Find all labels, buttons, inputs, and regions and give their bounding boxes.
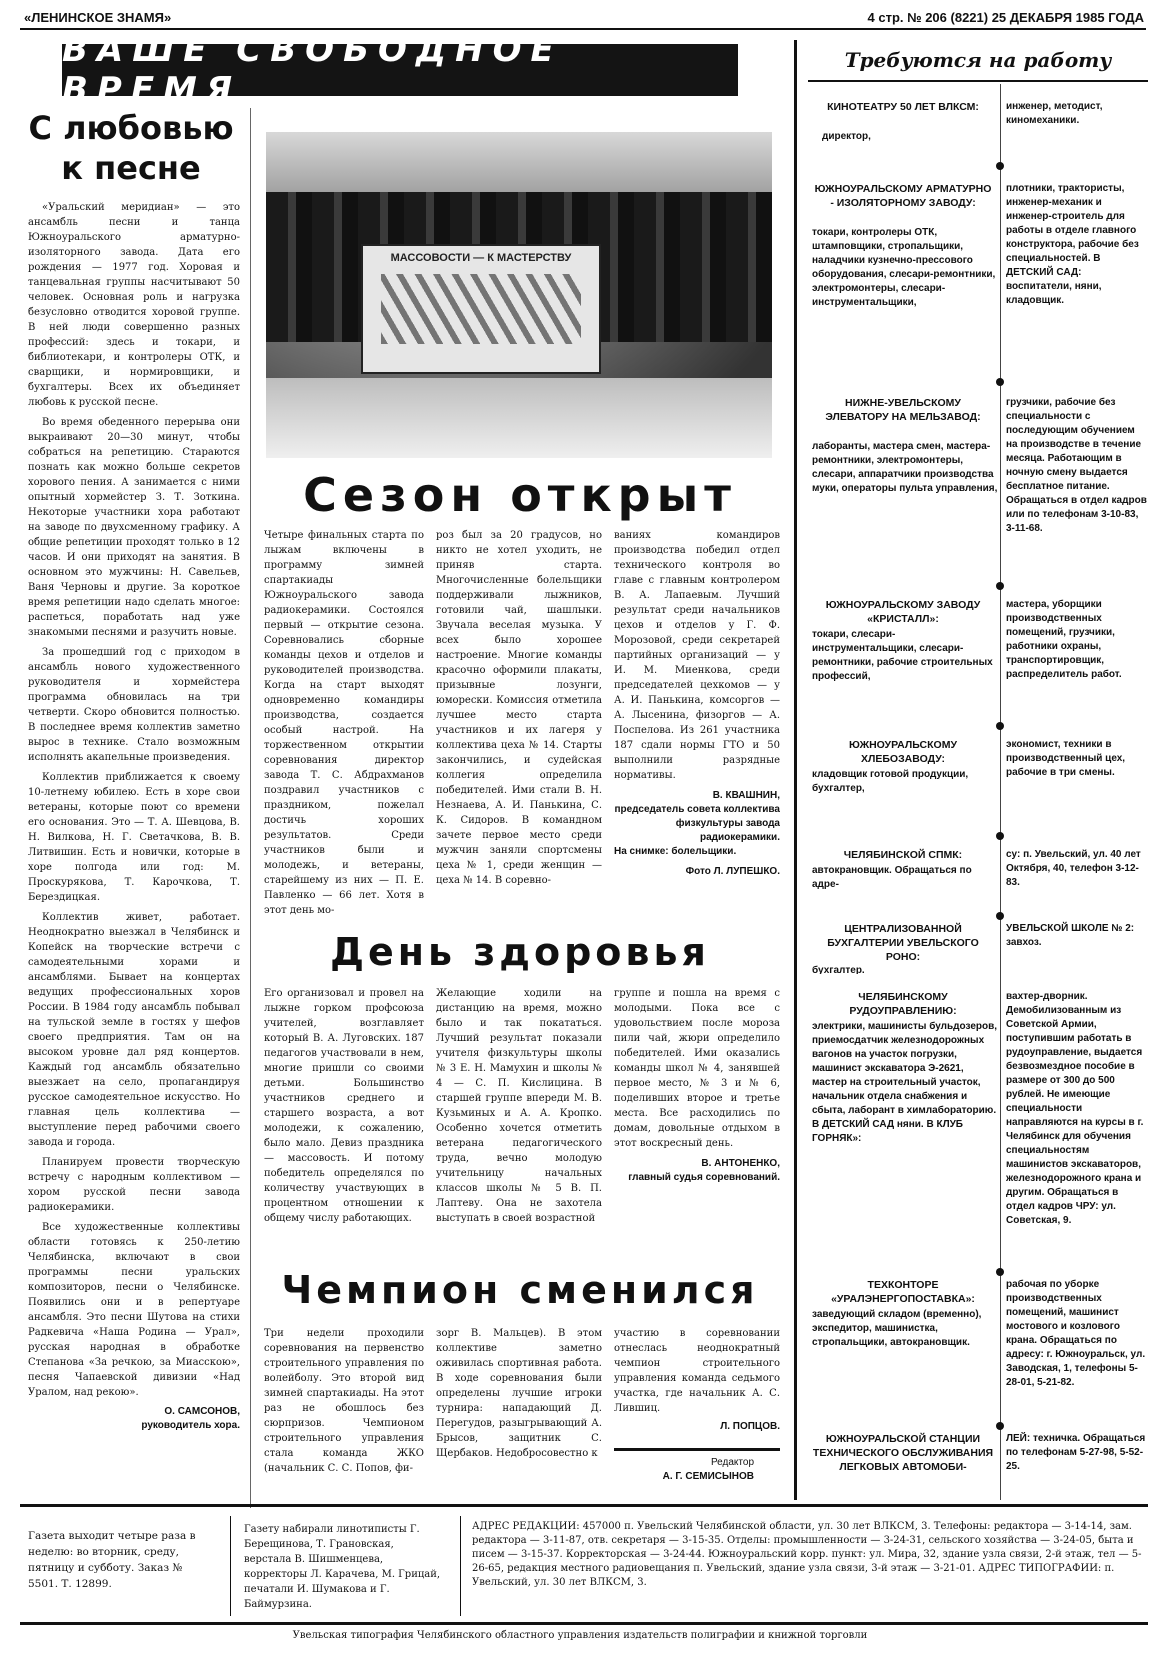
section-banner: ВАШЕ СВОБОДНОЕ ВРЕМЯ	[62, 44, 738, 96]
photo-note: На снимке: болельщики.	[614, 846, 737, 857]
ad-org: КИНОТЕАТРУ 50 ЛЕТ ВЛКСМ:	[827, 101, 979, 113]
ad-right: грузчики, рабочие без специальности с последующим обучением на производстве в течение месяца. Работающим в ночную смену выдается бесплатное питание. Обращаться в отдел кадров или по телефонам 3-10-83, 3-11-68.	[1006, 397, 1147, 534]
footer-typesetters: Газету набирали линотиписты Г. Берещинова, Т. Грановская, верстала В. Шишменцева, корректоры Л. Карачева, М. Грицай, печатали И. Шумакова и Г. Баймурзина.	[244, 1524, 441, 1610]
ads-title: Требуются на работу	[844, 48, 1112, 72]
article2-col3	[614, 528, 780, 923]
photo-banner-text: МАССОВОСТИ — К МАСТЕРСТВУ	[390, 252, 572, 264]
separator-dot	[996, 582, 1004, 590]
ad-left: бухгалтер.	[812, 965, 865, 974]
ad-org: ТЕХКОНТОРЕ «УРАЛЭНЕРГОПОСТАВКА»:	[831, 1279, 975, 1305]
article4-col1: Три недели проходили соревнования на первенство строительного управления по волейболу. Это второй вид зимней спартакиады. На этот раз не обошлось без сюрпризов. Чемпионом строительного управления стала команда ЖКО (начальник С. С. Попов, фи-	[264, 1328, 424, 1474]
ad-left: электрики, машинисты бульдозеров, приемосдатчик железнодорожных вагонов на участок погрузки, машинист экскаватора Э-2621, мастер на строительный участок, начальник отдела снабжения и сбыта, лаборант в химлабораторию. В ДЕТСКИЙ САД няни. В КЛУБ ГОРНЯК»:	[812, 1021, 998, 1144]
ads-list	[808, 92, 1148, 1496]
ad-left: лаборанты, мастера смен, мастера-ремонтники, электромонтеры, слесари, аппаратчики производства муки, операторы пульта управления,	[812, 441, 998, 494]
ad-right: инженер, методист, киномеханики.	[1006, 101, 1103, 126]
ad-right: экономист, техники в производственный цех, рабочие в три смены.	[1006, 739, 1126, 778]
ad-left: заведующий складом (временно), экспедитор, машинистка, стропальщики, автокрановщик.	[812, 1309, 982, 1348]
article2-title: Сезон открыт	[303, 468, 737, 522]
article4-col2: зорг В. Мальцев). В этом коллективе заметно оживилась спортивная работа. В ходе соревнования были определены лучшие игроки турнира: нападающий Д. Перегудов, разыгрывающий А. Брысов, защитник С. Щербаков. Недобросовестно к	[436, 1328, 602, 1459]
article1-paragraph: Коллектив приближается к своему 10-летнему юбилею. Есть в хоре свои ветераны, которые поют со времени его основания. Это — Т. А. Шевцова, В. Н. Вилкова, Н. Г. Светачкова, В. В. Литвишин. Есть и новички, которые в хоре полгода или год: М. Проскурякова, Т. Карочкова, Т. Берездицкая.	[28, 772, 240, 903]
editor-name: А. Г. СЕМИСЫНОВ	[662, 1471, 754, 1482]
editor-rule	[614, 1448, 780, 1451]
ad-block	[808, 1278, 1148, 1418]
article1-signature: О. САМСОНОВ,	[164, 1406, 240, 1417]
article4-col3	[614, 1326, 780, 1436]
footer-top-rule	[20, 1504, 1148, 1507]
ads-title-rule	[808, 80, 1148, 82]
footer-divider	[230, 1516, 231, 1616]
article3-signature: В. АНТОНЕНКО,	[701, 1158, 780, 1169]
article2-signature-role: председатель совета коллектива физкультуры завода радиокерамики.	[614, 804, 780, 843]
article1-body	[28, 200, 240, 1462]
ad-block	[808, 396, 1148, 576]
separator-dot	[996, 162, 1004, 170]
ad-block	[808, 914, 1148, 974]
ad-right: ЛЕЙ: техничка. Обращаться по телефонам 5-27-98, 5-52-25.	[1006, 1433, 1146, 1472]
article1-paragraph: За прошедший год с приходом в ансамбль нового художественного руководителя и хормейстера программа обновилась на три четверти. Скоро обновится полностью. В последнее время коллектив заметно вырос в технике. Стало возможным исполнять акапельные произведения.	[28, 647, 240, 763]
article2-signature: В. КВАШНИН,	[712, 790, 780, 801]
ad-left: директор,	[822, 131, 871, 142]
footer-address: АДРЕС РЕДАКЦИИ: 457000 п. Увельский Челябинской области, ул. 30 лет ВЛКСМ, 3. Телефоны: редактора — 3-14-14, зам. редактора — 3-11-87, отв. секретаря — 3-15-35. Отделы: промышленности — 3-24-31, сельского хозяйства — 3-24-05, быта и писем — 3-15-37. Корректорская — 3-24-44. Южноуральский корр. пункт: ул. Мира, 32, здание узла связи, 2-й этаж, тел — 5-26-65, редакция местного радиовещания п. Увельский, здание узла связи, 3-й этаж — 3-21-01. АДРЕС ТИПОГРАФИИ: п. Увельский, ул. 30 лет ВЛКСМ, 3.	[472, 1521, 1142, 1588]
article2-col2: роз был за 20 градусов, но никто не хотел уходить, не приняв старта. Многочисленные болельщики поддерживали лыжников, готовили чай, шашлыки. Звучала веселая музыка. У всех было хорошее настроение. Многие команды красочно оформили плакаты, призывные лозунги, юморески. Комиссия отметила лучшее место старта участников и их лагеря у коллектива цеха № 14. Старты закончились, и судейская коллегия определила победителей. Ими стали В. Н. Незнаева, А. И. Панькина, С. К. Сидоров. В командном зачете первое место среди мужчин заняли спортсмены цеха № 1, среди женщин — цеха № 14. В соревно-	[436, 530, 602, 886]
article3-title: День здоровья	[330, 930, 710, 974]
ad-block	[808, 990, 1148, 1260]
article3-col2: Желающие ходили на дистанцию на время, можно было и так покататься. Лучший результат показали учителя физкультуры школы № 3 Е. Н. Мамухин и школы № 4 — С. П. Кислицина. В старшей группе впереди М. В. Кузьминых и А. А. Кропко. Особенно хочется отметить ветерана педагогического труда, вечно молодую учительницу начальных классов школы № 5 В. П. Лаптеву. Она не захотела выступать в своей возрастной	[436, 988, 602, 1224]
ad-block	[808, 182, 1148, 372]
article1-paragraph: Планируем провести творческую встречу с народным коллективом — хором русской песни завода радиокерамики.	[28, 1157, 240, 1213]
ad-right: су: п. Увельский, ул. 40 лет Октября, 40, телефон 3-12-83.	[1006, 849, 1141, 888]
ad-right: вахтер-дворник. Демобилизованным из Советской Армии, поступившим работать в рудоуправление, выдается безвозмездное пособие в размере от 300 до 500 рублей. Не имеющие специальности направляются на курсы в г. Челябинск для обучения специальностям машинистов экскаваторов, железнодорожного крана и другим. Обращаться в отдел кадров ЧРУ: ул. Советская, 9.	[1006, 991, 1144, 1226]
separator-dot	[996, 378, 1004, 386]
separator-dot	[996, 1422, 1004, 1430]
article2-col3-text: ваниях командиров производства победил отдел технического контроля во главе с главным контролером В. А. Лапаевым. Лучший результат среди начальников цехов и отделов у Г. Ф. Морозовой, среди секретарей партийных организаций — у И. М. Миенкова, среди председателей цехкомов — у А. И. Панькина, комсоргов — А. Лысенина, физоргов — А. Поспелова. Из 261 участника 187 сдали нормы ГТО и 50 выполнили разрядные нормативы.	[614, 530, 780, 781]
article1-title	[20, 108, 242, 188]
article3-signature-role: главный судья соревнований.	[628, 1172, 780, 1183]
skier-figures-image	[381, 274, 581, 344]
ad-block	[808, 738, 1148, 828]
separator-dot	[996, 832, 1004, 840]
ad-org: ЧЕЛЯБИНСКОМУ РУДОУПРАВЛЕНИЮ:	[849, 991, 957, 1017]
footer-printer: Увельская типография Челябинского областного управления издательств полиграфии и книжной торговли	[292, 1630, 868, 1641]
article3-col3	[614, 986, 780, 1266]
ad-org: ЦЕНТРАЛИЗОВАННОЙ БУХГАЛТЕРИИ УВЕЛЬСКОГО РОНО:	[827, 923, 979, 963]
ad-left: автокрановщик. Обращаться по адре-	[812, 865, 972, 890]
ad-org: НИЖНЕ-УВЕЛЬСКОМУ ЭЛЕВАТОРУ НА МЕЛЬЗАВОД:	[825, 397, 981, 423]
ad-org: ЮЖНОУРАЛЬСКОМУ ХЛЕБОЗАВОДУ:	[849, 739, 957, 765]
article3-col1: Его организовал и провел на лыжне горком профсоюза учителей, возглавляет который В. А. Луговских. 187 педагогов участвовали в нем, многие пришли со своими детьми. Большинство участников среднего и старшего возраста, а вот молодежи, к сожалению, было мало. Девиз праздника — массовость. И потому победитель определялся по количеству участвующих в процентном отношении к общему числу работающих.	[264, 988, 424, 1224]
editor-label: Редактор	[710, 1457, 754, 1468]
article1-paragraph: «Уральский меридиан» — это ансамбль песни и танца Южноуральского арматурно-изоляторного завода. Дата его рождения — 1977 год. Хоровая и танцевальная группы насчитывают 50 человек. Основная роль и нагрузка безусловно отводится хоровой группе. В ней люди совершенно разных профессий: здесь и токари, и библиотекари, и контролеры ОТК, и сварщики, и нормировщики, и бухгалтеры. Всех их объединяет любовь к русской песне.	[28, 202, 240, 408]
photo-banner	[361, 244, 601, 374]
article4-title: Чемпион сменился	[281, 1268, 759, 1312]
photo-snow	[266, 378, 772, 458]
article3-col3-text: группе и пошла на время с молодыми. Пока все с удовольствием после мороза пили чай, жюри определило победителей. Ими оказались команды школ № 4, занявшей первое место, № 3 и № 6, поделивших второе и третье места. Все расходились по домам, довольные отдыхом в этот воскресный день.	[614, 988, 780, 1149]
ad-org: ЮЖНОУРАЛЬСКОМУ АРМАТУРНО - ИЗОЛЯТОРНОМУ ЗАВОДУ:	[814, 183, 992, 209]
newspaper-name: «ЛЕНИНСКОЕ ЗНАМЯ»	[24, 10, 172, 25]
article4-col3-text: участию в соревновании отнеслась неоднократный чемпион строительного управления команда седьмого участка, где начальник А. С. Лившиц.	[614, 1328, 780, 1414]
ad-org: ЮЖНОУРАЛЬСКОМУ ЗАВОДУ «КРИСТАЛЛ»:	[825, 599, 981, 625]
ad-right: УВЕЛЬСКОЙ ШКОЛЕ № 2: завхоз.	[1006, 923, 1135, 948]
article1-paragraph: Во время обеденного перерыва они выкраивают 20—30 минут, чтобы собраться на репетицию. Стараются познать как можно больше секретов хорового пения. А занимается с ними опытный хормейстер З. Т. Зоткина. Некоторые участники хора работают на заводе по двухсменному графику. А общие репетиции проходят только в 12 часов. И они приходят на занятия. В основном это мужчины: Н. Савельев, Ваня Черновы и другие. За короткое время репетиции надо сделать многое: распеться, поработать над уже знакомыми песнями и разучить новые.	[28, 417, 240, 638]
ad-left: токари, контролеры ОТК, штамповщики, стропальщики, наладчики кузнечно-прессового оборудования, слесари-ремонтники, электромонтеры, слесари-инструментальщики,	[812, 227, 996, 308]
ad-org: ЮЖНОУРАЛЬСКОЙ СТАНЦИИ ТЕХНИЧЕСКОГО ОБСЛУЖИВАНИЯ ЛЕГКОВЫХ АВТОМОБИ-	[812, 1433, 994, 1473]
footer-schedule: Газета выходит четыре раза в неделю: во вторник, среду, пятницу и субботу. Заказ № 5501. Т. 12899.	[28, 1530, 196, 1590]
article1-paragraph: Коллектив живет, работает. Неоднократно выезжал в Челябинск и Копейск на творческие встречи с самодеятельными хорами и ансамблями. Бывает на концертах ведущих профессиональных хоров России. В 1984 году ансамбль побывал на тульской земле в гостях у шефов своего предприятия. Там он на высоком уровне дал ряд концертов. Каждый год ансамбль обязательно выезжает на село, пропагандируя русское самодеятельное искусство. Но главная цель коллектива — выступление перед рабочими своего завода и города.	[28, 912, 240, 1148]
photo-credit: Фото Л. ЛУПЕШКО.	[685, 866, 780, 877]
ad-org: ЧЕЛЯБИНСКОЙ СПМК:	[843, 849, 963, 861]
ad-right: рабочая по уборке производственных помещений, машинист мостового и козлового крана. Обращаться по адресу: г. Южноуральск, ул. Заводская, 1, телефоны 5-28-01, 5-21-82.	[1006, 1279, 1146, 1388]
footer-divider	[460, 1516, 461, 1616]
ad-block	[808, 1432, 1148, 1496]
photo-ski-fans	[266, 132, 772, 458]
ad-right: плотники, трактористы, инженер-механик и инженер-строитель для работы в отделе главного конструктора, рабочие без специальностей. В ДЕТСКИЙ САД: воспитатели, няни, кладовщик.	[1006, 183, 1139, 306]
ads-left-rule	[794, 40, 797, 1500]
article1-title-line2: к песне	[61, 149, 201, 187]
article2-col1: Четыре финальных старта по лыжам включены в программу зимней спартакиады Южноуральского завода радиокерамики. Состоялся первый — открытие сезона. Соревновались сборные команды цехов и отделов и руководителей производства. Когда на старт выходят одновременно командиры производства, создается особый настрой. На торжественном открытии соревнования директор завода Т. С. Абдрахманов поздравил участников с праздником, пожелал достичь хороших результатов. Среди участников были и молодежь, и ветераны, старейшему из них — П. Е. Павленко — 66 лет. Хотя в этот день мо-	[264, 530, 424, 916]
ad-right: мастера, уборщики производственных помещений, грузчики, работники охраны, транспортировщик, распределитель работ.	[1006, 599, 1122, 680]
separator-dot	[996, 722, 1004, 730]
footer-bottom-rule	[20, 1622, 1148, 1625]
ad-left: токари, слесари-инструментальщики, слесари-ремонтники, рабочие строительных профессий,	[812, 629, 993, 682]
issue-info: 4 стр. № 206 (8221) 25 ДЕКАБРЯ 1985 ГОДА	[867, 10, 1144, 25]
separator-dot	[996, 1268, 1004, 1276]
article1-title-line1: С любовью	[28, 109, 234, 147]
article4-signature: Л. ПОПЦОВ.	[720, 1421, 780, 1432]
article1-paragraph: Все художественные коллективы области готовясь к 250-летию Челябинска, включают в свои программы песни уральских композиторов, песни о Челябинске. Появились они и в репертуаре ансамбля. Это песни Шутова на стихи Радкевича «Наша Родина — Урал», русская народная в обработке Степанова «За речкою, за Миасскою», песня Чапаевской дивизии «Над Уралом, над рекою».	[28, 1222, 240, 1398]
article1-signature-role: руководитель хора.	[141, 1420, 240, 1431]
ad-block	[808, 848, 1148, 908]
column-divider	[250, 108, 251, 1508]
ad-left: кладовщик готовой продукции, бухгалтер,	[812, 769, 969, 794]
ad-block	[808, 598, 1148, 718]
